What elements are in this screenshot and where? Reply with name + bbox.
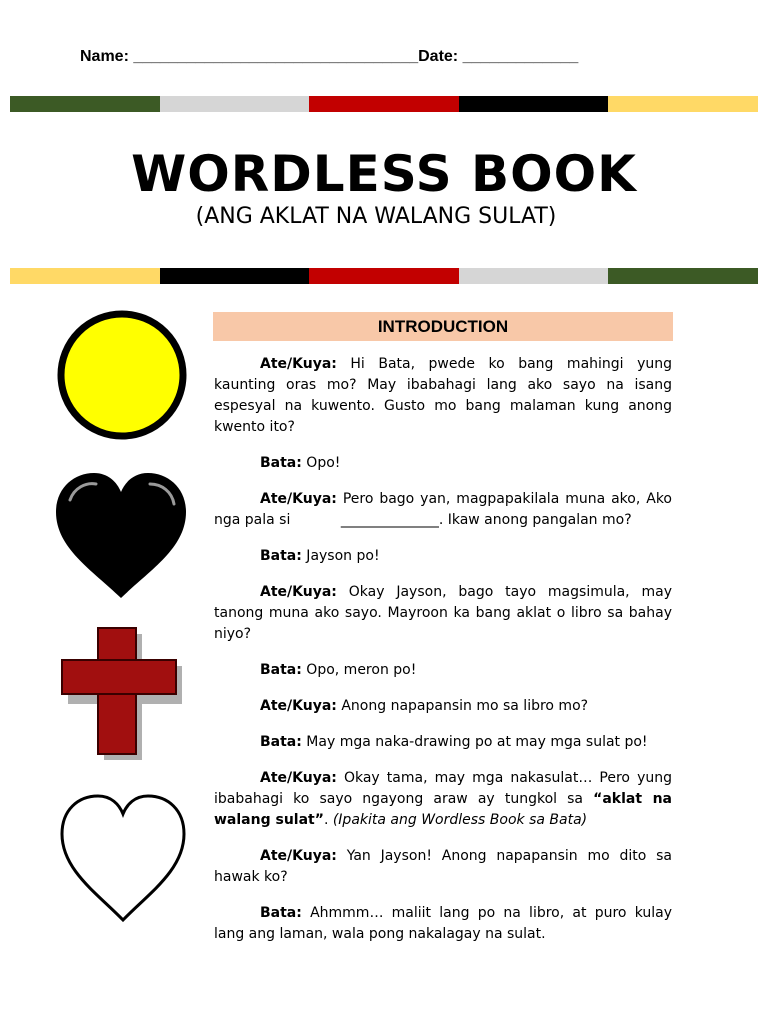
stripe-segment [160, 96, 310, 112]
name-fill-blank: ______________ [340, 512, 439, 528]
dialogue-line [214, 732, 672, 753]
stripe-segment [608, 96, 758, 112]
dialogue-line [214, 354, 672, 438]
dialogue-text: Yan Jayson! Anong napapansin mo dito sa hawak ko? [214, 848, 672, 885]
date-blank: _____________ [462, 48, 579, 65]
speaker-label: Bata: [260, 905, 302, 921]
dialogue-line [214, 546, 672, 567]
stripe-segment [309, 268, 459, 284]
dialogue-text: . [323, 812, 333, 828]
speaker-label: Ate/Kuya: [260, 356, 337, 372]
dialogue-text: Opo! [301, 455, 341, 471]
stage-direction: (Ipakita ang Wordless Book sa Bata) [332, 812, 588, 828]
name-blank: ________________________________ [133, 48, 419, 65]
speaker-label: Bata: [260, 548, 302, 564]
dialogue-line [214, 696, 672, 717]
speaker-label: Bata: [260, 734, 302, 750]
name-date-line [80, 48, 578, 66]
dialogue-text: May mga naka-drawing po at may mga sulat po! [301, 734, 648, 750]
dialogue-text: Okay Jayson, bago tayo magsimula, may tanong muna ako sayo. Mayroon ka bang aklat o libro sa bahay niyo? [214, 584, 672, 642]
color-stripe-bottom [10, 268, 758, 284]
name-label: Name: [80, 48, 129, 65]
speaker-label: Ate/Kuya: [260, 698, 337, 714]
speaker-label: Ate/Kuya: [260, 491, 337, 507]
dialogue-text: Hi Bata, pwede ko bang mahingi yung kaunting oras mo? May ibabahagi lang ako sayo na isang espesyal na kuwento. Gusto mo bang malaman kung anong kwento ito? [214, 356, 672, 435]
yellow-circle-icon [55, 308, 189, 442]
dialogue-line [214, 660, 672, 681]
speaker-label: Ate/Kuya: [260, 848, 337, 864]
stripe-segment [309, 96, 459, 112]
dialogue-text: Ahmmm… maliit lang po na libro, at puro kulay lang ang laman, wala pong nakalagay na sulat. [214, 905, 672, 942]
stripe-segment [160, 268, 310, 284]
page-subtitle: (ANG AKLAT NA WALANG SULAT) [195, 204, 557, 229]
stripe-segment [10, 96, 160, 112]
dialogue-line [214, 768, 672, 831]
speaker-label: Ate/Kuya: [260, 770, 337, 786]
speaker-label: Ate/Kuya: [260, 584, 337, 600]
emphasis-text: “aklat na walang sulat” [214, 791, 672, 828]
dialogue-text: Jayson po! [301, 548, 380, 564]
dialogue-text: Okay tama, may mga nakasulat… Pero yung ibabahagi ko sayo ngayong araw ay tungkol sa [214, 770, 672, 807]
dialogue-text: . Ikaw anong pangalan mo? [438, 512, 632, 528]
dialogue-text: Opo, meron po! [301, 662, 417, 678]
color-stripe-top [10, 96, 758, 112]
stripe-segment [10, 268, 160, 284]
dialogue-line [214, 582, 672, 645]
dialogue-line [214, 489, 672, 531]
section-heading: INTRODUCTION [213, 312, 673, 341]
dialogue-line [214, 846, 672, 888]
dialogue-text: Pero bago yan, magpapakilala muna ako, Ako nga pala si [214, 491, 672, 528]
dialogue-line [214, 453, 672, 474]
date-label: Date: [418, 48, 459, 65]
stripe-segment [459, 268, 609, 284]
speaker-label: Bata: [260, 662, 302, 678]
stripe-segment [608, 268, 758, 284]
red-cross-icon [58, 626, 182, 760]
dialogue-body [214, 354, 672, 960]
speaker-label: Bata: [260, 455, 302, 471]
dialogue-text: Anong napapansin mo sa libro mo? [336, 698, 589, 714]
black-heart-icon [52, 470, 190, 602]
page-title: WORDLESS BOOK [131, 145, 637, 203]
stripe-segment [459, 96, 609, 112]
white-heart-icon [58, 792, 188, 926]
dialogue-line [214, 903, 672, 945]
